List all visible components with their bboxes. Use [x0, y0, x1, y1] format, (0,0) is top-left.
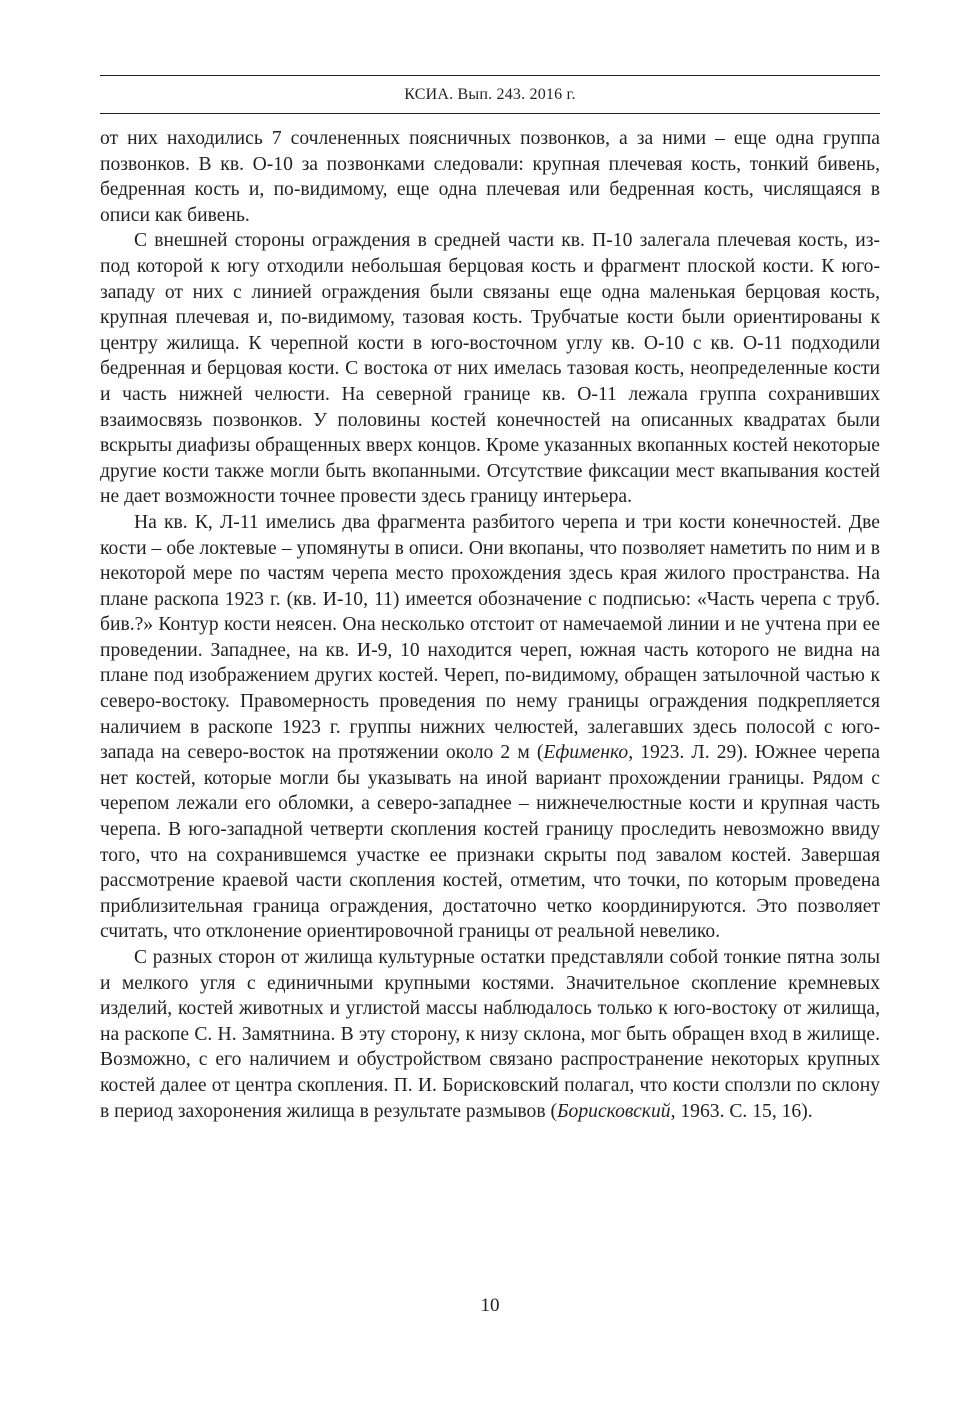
paragraph	[100, 945, 880, 1124]
paragraph-text: С разных сторон от жилища культурные остатки представляли собой тонкие пятна золы и мелкого угля с единичными крупными костями. Значительное скопление кремневых изделий, костей животных и углистой массы наблюдалось только к юго-востоку от жилища, на раскопе С. Н. Замятнина. В эту сторону, к низу склона, мог быть обращен вход в жилище. Возможно, с его наличием и обустройством связано распространение некоторых крупных костей далее от центра скопления. П. И. Борисковский полагал, что кости сползли по склону в период захоронения жилища в результате размывов (	[100, 947, 880, 1122]
paragraph	[100, 228, 880, 510]
paragraph	[100, 510, 880, 945]
page-number: 10	[480, 1295, 500, 1316]
paragraph-text: На кв. К, Л-11 имелись два фрагмента разбитого черепа и три кости конечностей. Две кости – обе локтевые – упомянуты в описи. Они вкопаны, что позволяет наметить по ним и в некоторой мере по частям черепа место прохождения здесь края жилого пространства. На плане раскопа 1923 г. (кв. И-10, 11) имеется обозначение с подписью: «Часть черепа с труб. бив.?» Контур кости неясен. Она несколько отстоит от намечаемой линии и не учтена при ее проведении. Западнее, на кв. И-9, 10 находится череп, южная часть которого не видна на плане под изображением других костей. Череп, по-видимому, обращен затылочной частью к северо-востоку. Правомерность проведения по нему границы ограждения подкрепляется наличием в раскопе 1923 г. группы нижних челюстей, залегавших здесь полосой с юго-запада на северо-восток на протяжении около 2 м (	[100, 511, 880, 764]
paragraph-continued	[100, 126, 880, 228]
paragraph-text: , 1923. Л. 29). Южнее черепа нет костей, которые могли бы указывать на иной вариант прохождении границы. Рядом с черепом лежали его обломки, а северо-западнее – нижнечелюстные кости и крупная часть черепа. В юго-западной четверти скопления костей границу проследить невозможно ввиду того, что на сохранившемся участке ее признаки скрыты под завалом костей. Завершая рассмотрение краевой части скопления костей, отметим, что точки, по которым проведена приблизительная граница ограждения, достаточно четко координируются. Это позволяет считать, что отклонение ориентировочной границы от реальной невелико.	[100, 742, 881, 943]
paragraph-text: , 1963. С. 15, 16).	[670, 1100, 813, 1122]
citation-author: Ефименко	[543, 742, 629, 764]
running-head: КСИА. Вып. 243. 2016 г.	[404, 86, 576, 103]
paragraph-text: С внешней стороны ограждения в средней части кв. П-10 залегала плечевая кость, из-под которой к югу отходили небольшая берцовая кость и фрагмент плоской кости. К юго-западу от них с линией ограждения были связаны еще одна маленькая берцовая кость, крупная плечевая и, по-видимому, тазовая кость. Трубчатые кости были ориентированы к центру жилища. К черепной кости в юго-восточном углу кв. О-10 с кв. О-11 подходили бедренная и берцовая кости. С востока от них имелась тазовая кость, неопределенные кости и часть нижней челюсти. На северной границе кв. О-11 лежала группа сохранивших взаимосвязь позвонков. У половины костей конечностей на описанных квадратах были вскрыты диафизы обращенных вверх концов. Кроме указанных вкопанных костей некоторые другие кости также могли быть вкопанными. Отсутствие фиксации мест вкапывания костей не дает возможности точнее провести здесь границу интерьера.	[100, 230, 880, 508]
citation-author: Борисковский	[557, 1100, 671, 1122]
header-rule-top	[100, 75, 880, 76]
header-rule-bottom	[100, 113, 880, 114]
body-text	[100, 126, 880, 1124]
paragraph-text: от них находились 7 сочлененных поясничных позвонков, а за ними – еще одна группа позвонков. В кв. О-10 за позвонками следовали: крупная плечевая кость, тонкий бивень, бедренная кость и, по-видимому, еще одна плечевая или бедренная кость, числящаяся в описи как бивень.	[100, 128, 880, 226]
